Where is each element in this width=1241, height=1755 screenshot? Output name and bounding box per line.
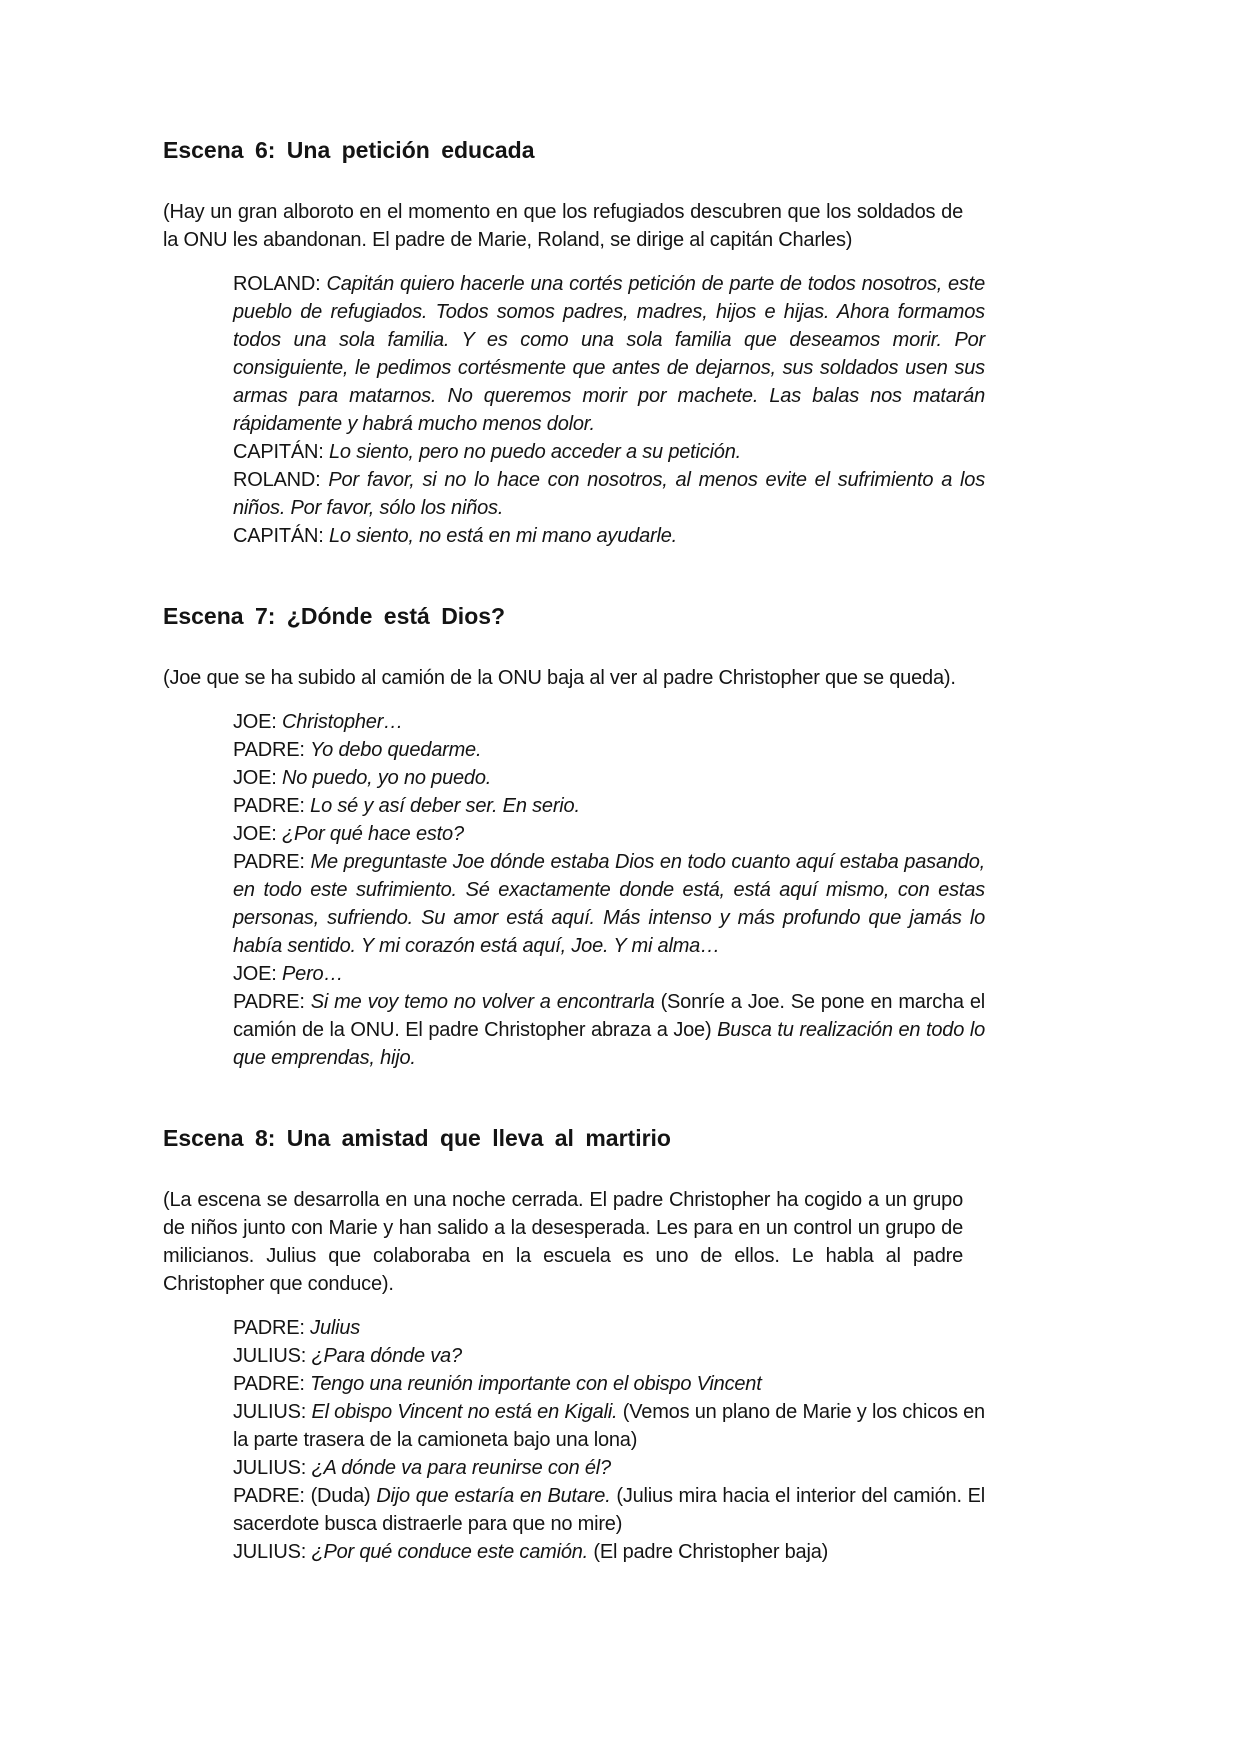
speech-text: Dijo que estaría en Butare. <box>376 1485 617 1507</box>
speaker-label: PADRE: <box>233 1317 305 1339</box>
dialogue-line <box>233 764 985 792</box>
scene-heading: Escena 8: Una amistad que lleva al martirio <box>163 1125 671 1151</box>
dialogue-line <box>233 522 985 550</box>
dialogue-block <box>233 1314 985 1566</box>
speech-text: ¿Por qué conduce este camión. <box>311 1541 594 1563</box>
dialogue-line <box>233 988 985 1072</box>
scene-6 <box>163 136 1181 550</box>
speech-text: No puedo, yo no puedo. <box>282 767 492 789</box>
dialogue-line <box>233 1482 985 1538</box>
script-scenes <box>163 136 1181 1566</box>
scene-intro: (Hay un gran alboroto en el momento en que los refugiados descubren que los soldados de la ONU les abandonan. El padre de Marie, Roland, se dirige al capitán Charles) <box>163 201 963 251</box>
speaker-label: PADRE: <box>233 851 305 873</box>
stage-direction-text: (Sonríe a Joe. Se pone en marcha el camión de la ONU. El padre Christopher abraza a Joe) <box>233 991 985 1041</box>
speech-text: Christopher… <box>282 711 403 733</box>
scene-8 <box>163 1124 1181 1566</box>
speaker-label: PADRE: <box>233 991 305 1013</box>
speech-text: ¿Para dónde va? <box>311 1345 462 1367</box>
dialogue-line <box>233 270 985 438</box>
dialogue-line <box>233 1538 985 1566</box>
speaker-label: JULIUS: <box>233 1541 307 1563</box>
dialogue-line <box>233 708 985 736</box>
speech-text: Por favor, si no lo hace con nosotros, al menos evite el sufrimiento a los niños. Por favor, sólo los niños. <box>233 469 985 519</box>
speech-text: Capitán quiero hacerle una cortés petición de parte de todos nosotros, este pueblo de refugiados. Todos somos padres, madres, hijos e hijas. Ahora formamos todos una sola familia. Y es como una sola familia que deseamos morir. Por consiguiente, le pedimos cortésmente que antes de dejarnos, sus soldados usen sus armas para matarnos. No queremos morir por machete. Las balas nos matarán rápidamente y habrá mucho menos dolor. <box>233 273 986 435</box>
speech-text: Pero… <box>282 963 344 985</box>
speaker-label: ROLAND: <box>233 469 321 491</box>
scene-intro: (Joe que se ha subido al camión de la ONU baja al ver al padre Christopher que se queda). <box>163 667 956 689</box>
stage-direction-text: (Duda) <box>310 1485 377 1507</box>
stage-direction-text: (Julius mira hacia el interior del camión. El sacerdote busca distraerle para que no mire) <box>233 1485 986 1535</box>
stage-direction-text: (Vemos un plano de Marie y los chicos en la parte trasera de la camioneta bajo una lona) <box>233 1401 985 1451</box>
speaker-label: PADRE: <box>233 795 305 817</box>
speaker-label: JOE: <box>233 963 277 985</box>
dialogue-line <box>233 1454 985 1482</box>
speech-text: Tengo una reunión importante con el obispo Vincent <box>310 1373 762 1395</box>
speaker-label: PADRE: <box>233 1373 305 1395</box>
speaker-label: JULIUS: <box>233 1345 307 1367</box>
speech-text: Julius <box>310 1317 361 1339</box>
scene-heading: Escena 7: ¿Dónde está Dios? <box>163 603 506 629</box>
speaker-label: ROLAND: <box>233 273 321 295</box>
speaker-label: JULIUS: <box>233 1457 307 1479</box>
speaker-label: JOE: <box>233 711 277 733</box>
stage-direction-text: (El padre Christopher baja) <box>593 1541 829 1563</box>
dialogue-line <box>233 792 985 820</box>
dialogue-line <box>233 820 985 848</box>
dialogue-block <box>233 270 985 550</box>
scene-intro: (La escena se desarrolla en una noche cerrada. El padre Christopher ha cogido a un grupo de niños junto con Marie y han salido a la desesperada. Les para en un control un grupo de milicianos. Julius que colaboraba en la escuela es uno de ellos. Le habla al padre Christopher que conduce). <box>163 1189 963 1295</box>
dialogue-block <box>233 708 985 1072</box>
dialogue-line <box>233 960 985 988</box>
dialogue-line <box>233 466 985 522</box>
speech-text: ¿A dónde va para reunirse con él? <box>311 1457 611 1479</box>
speech-text: Lo sé y así deber ser. En serio. <box>310 795 580 817</box>
dialogue-line <box>233 1342 985 1370</box>
speech-text: Busca tu realización en todo lo que emprendas, hijo. <box>233 1019 985 1069</box>
speech-text: El obispo Vincent no está en Kigali. <box>311 1401 623 1423</box>
speaker-label: JULIUS: <box>233 1401 307 1423</box>
speech-text: ¿Por qué hace esto? <box>282 823 464 845</box>
scene-7 <box>163 602 1181 1072</box>
speaker-label: PADRE: <box>233 1485 305 1507</box>
speaker-label: PADRE: <box>233 739 305 761</box>
dialogue-line <box>233 848 985 960</box>
dialogue-line <box>233 1314 985 1342</box>
dialogue-line <box>233 1398 985 1454</box>
speech-text: Me preguntaste Joe dónde estaba Dios en todo cuanto aquí estaba pasando, en todo este sufrimiento. Sé exactamente donde está, está aquí mismo, con estas personas, sufriendo. Su amor está aquí. Más intenso y más profundo que jamás lo había sentido. Y mi corazón está aquí, Joe. Y mi alma… <box>233 851 985 957</box>
speech-text: Yo debo quedarme. <box>310 739 482 761</box>
dialogue-line <box>233 438 985 466</box>
speaker-label: CAPITÁN: <box>233 441 324 463</box>
dialogue-line <box>233 736 985 764</box>
speech-text: Si me voy temo no volver a encontrarla <box>310 991 661 1013</box>
speech-text: Lo siento, no está en mi mano ayudarle. <box>329 525 677 547</box>
scene-heading: Escena 6: Una petición educada <box>163 137 535 163</box>
speech-text: Lo siento, pero no puedo acceder a su petición. <box>329 441 742 463</box>
speaker-label: JOE: <box>233 767 277 789</box>
speaker-label: CAPITÁN: <box>233 525 324 547</box>
dialogue-line <box>233 1370 985 1398</box>
speaker-label: JOE: <box>233 823 277 845</box>
